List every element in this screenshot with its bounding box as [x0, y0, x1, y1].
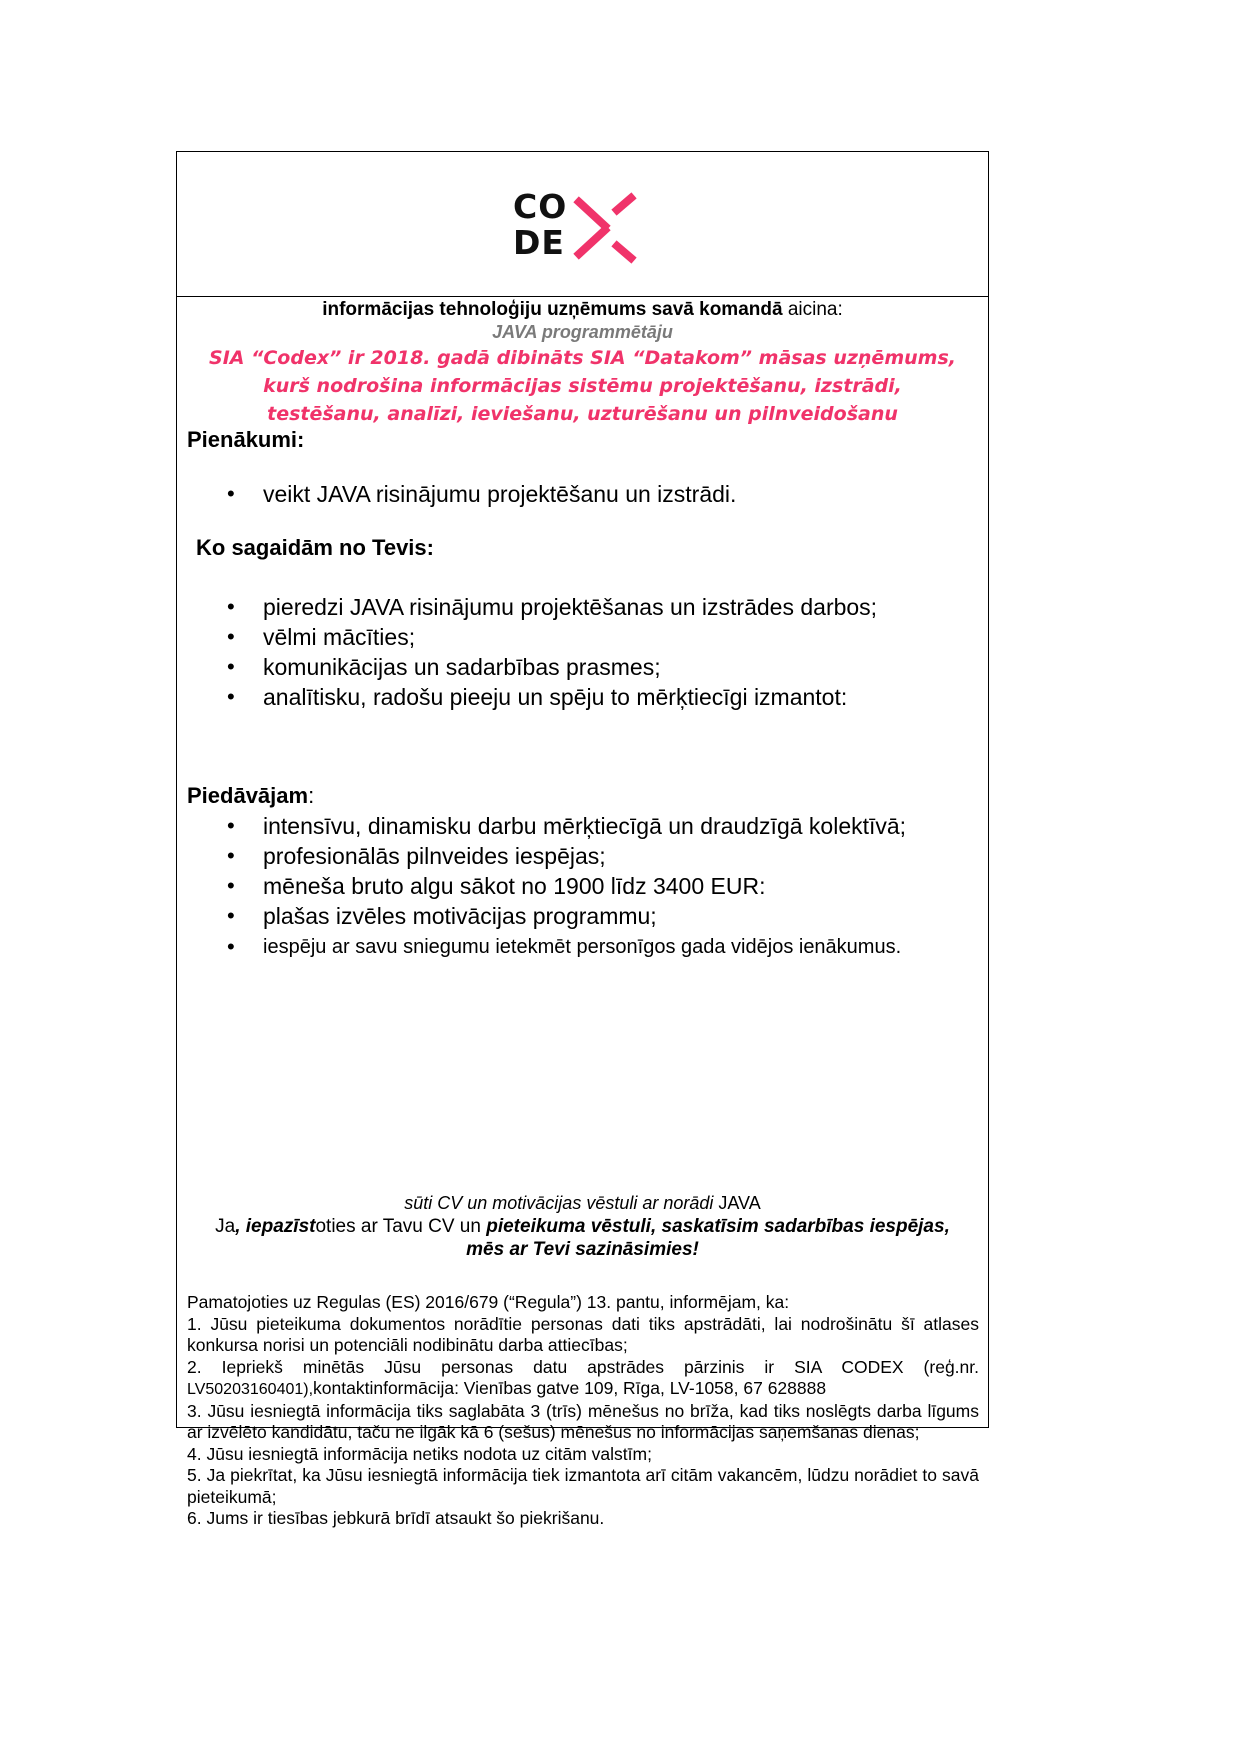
logo-text-co: CO [513, 187, 568, 226]
gdpr-item-part: kontaktinformācija: Vienības gatve 109, Rīga, LV-1058, 67 628888 [313, 1378, 827, 1398]
gdpr-item: 3. Jūsu iesniegtā informācija tiks saglabāta 3 (trīs) mēnešus no brīža, kad tiks noslēgts darba līgums ar izvēlēto kandidātu, taču ne ilgāk kā 6 (sešus) mēnešus no informācijas saņemšanas dienas; [187, 1400, 979, 1442]
apply-followup [207, 1215, 958, 1261]
gdpr-item [187, 1357, 979, 1401]
x-mark-icon [573, 188, 653, 268]
apply-instruction-italic: sūti CV un motivācijas vēstuli ar norādi [404, 1193, 714, 1213]
gdpr-item: 4. Jūsu iesniegtā informācija netiks nodota uz citām valstīm; [187, 1443, 652, 1464]
offer-heading [187, 783, 314, 809]
apply-followup-part: oties ar Tavu CV un [315, 1216, 487, 1237]
role-title: JAVA programmētāju [492, 322, 673, 342]
gdpr-item: 5. Ja piekrītat, ka Jūsu iesniegtā informācija tiek izmantota arī citām vakancēm, lūdzu norādiet to savā pieteikumā; [187, 1465, 979, 1507]
expect-list [177, 592, 988, 712]
intro-bold: informācijas tehnoloģiju uzņēmums savā komandā [322, 299, 783, 320]
logo-text-de: DE [513, 223, 565, 262]
list-item: • mēneša bruto algu sākot no 1900 līdz 3400 EUR: [177, 871, 988, 901]
gdpr-item-part: 2. Iepriekš minētās Jūsu personas datu apstrādes pārzinis ir SIA CODEX (reģ.nr. [187, 1356, 979, 1377]
list-item: • vēlmi mācīties; [177, 622, 988, 652]
apply-instruction-code: JAVA [713, 1193, 761, 1213]
list-item: • iespēju ar savu sniegumu ietekmēt personīgos gada vidējos ienākumus. [177, 935, 988, 959]
offer-heading-colon: : [308, 783, 315, 808]
apply-followup-part: pieteikuma vēstuli, saskatīsim sadarbības iespējas, mēs ar Tevi sazināsimies! [466, 1216, 950, 1260]
list-item: • analītisku, radošu pieeju un spēju to mērķtiecīgi izmantot: [177, 682, 988, 712]
apply-instruction [177, 1192, 988, 1214]
list-item: • plašas izvēles motivācijas programmu; [177, 901, 988, 931]
apply-followup-part: Ja [215, 1216, 236, 1237]
gdpr-notice [187, 1292, 979, 1530]
company-description: SIA “Codex” ir 2018. gadā dibināts SIA “Datakom” māsas uzņēmums, kurš nodrošina informācijas sistēmu projektēšanu, izstrādi, testēšanu, analīzi, ieviešanu, uzturēšanu un pilnveidošanu [209, 347, 956, 425]
intro-plain: aicina: [782, 299, 843, 320]
duties-heading: Pienākumi: [187, 427, 305, 452]
gdpr-item: 1. Jūsu pieteikuma dokumentos norādītie personas dati tiks apstrādāti, lai nodrošinātu šī atlases konkursa norisi un potenciāli nodibinātu darba attiecības; [187, 1313, 979, 1355]
intro-line [177, 299, 988, 321]
expect-heading: Ko sagaidām no Tevis: [196, 535, 434, 560]
gdpr-intro: Pamatojoties uz Regulas (ES) 2016/679 (“Regula”) 13. pantu, informējam, ka: [187, 1292, 790, 1312]
gdpr-item: 6. Jums ir tiesības jebkurā brīdī atsaukt šo piekrišanu. [187, 1508, 605, 1528]
offer-list-continued [177, 935, 988, 959]
list-item: • profesionālās pilnveides iespējas; [177, 841, 988, 871]
codex-logo [513, 188, 653, 268]
offer-list [177, 811, 988, 931]
list-item: • intensīvu, dinamisku darbu mērķtiecīgā un draudzīgā kolektīvā; [177, 811, 988, 841]
document-frame [176, 151, 989, 1528]
list-item: • komunikācijas un sadarbības prasmes; [177, 652, 988, 682]
list-item: • veikt JAVA risinājumu projektēšanu un izstrādi. [177, 479, 988, 509]
list-item: • pieredzi JAVA risinājumu projektēšanas un izstrādes darbos; [177, 592, 988, 622]
logo-cell [177, 152, 988, 297]
apply-followup-part: , iepazīst [235, 1216, 316, 1237]
gdpr-item-part: LV50203160401), [187, 1381, 314, 1398]
duties-list [177, 479, 988, 509]
offer-heading-text: Piedāvājam [187, 783, 309, 808]
